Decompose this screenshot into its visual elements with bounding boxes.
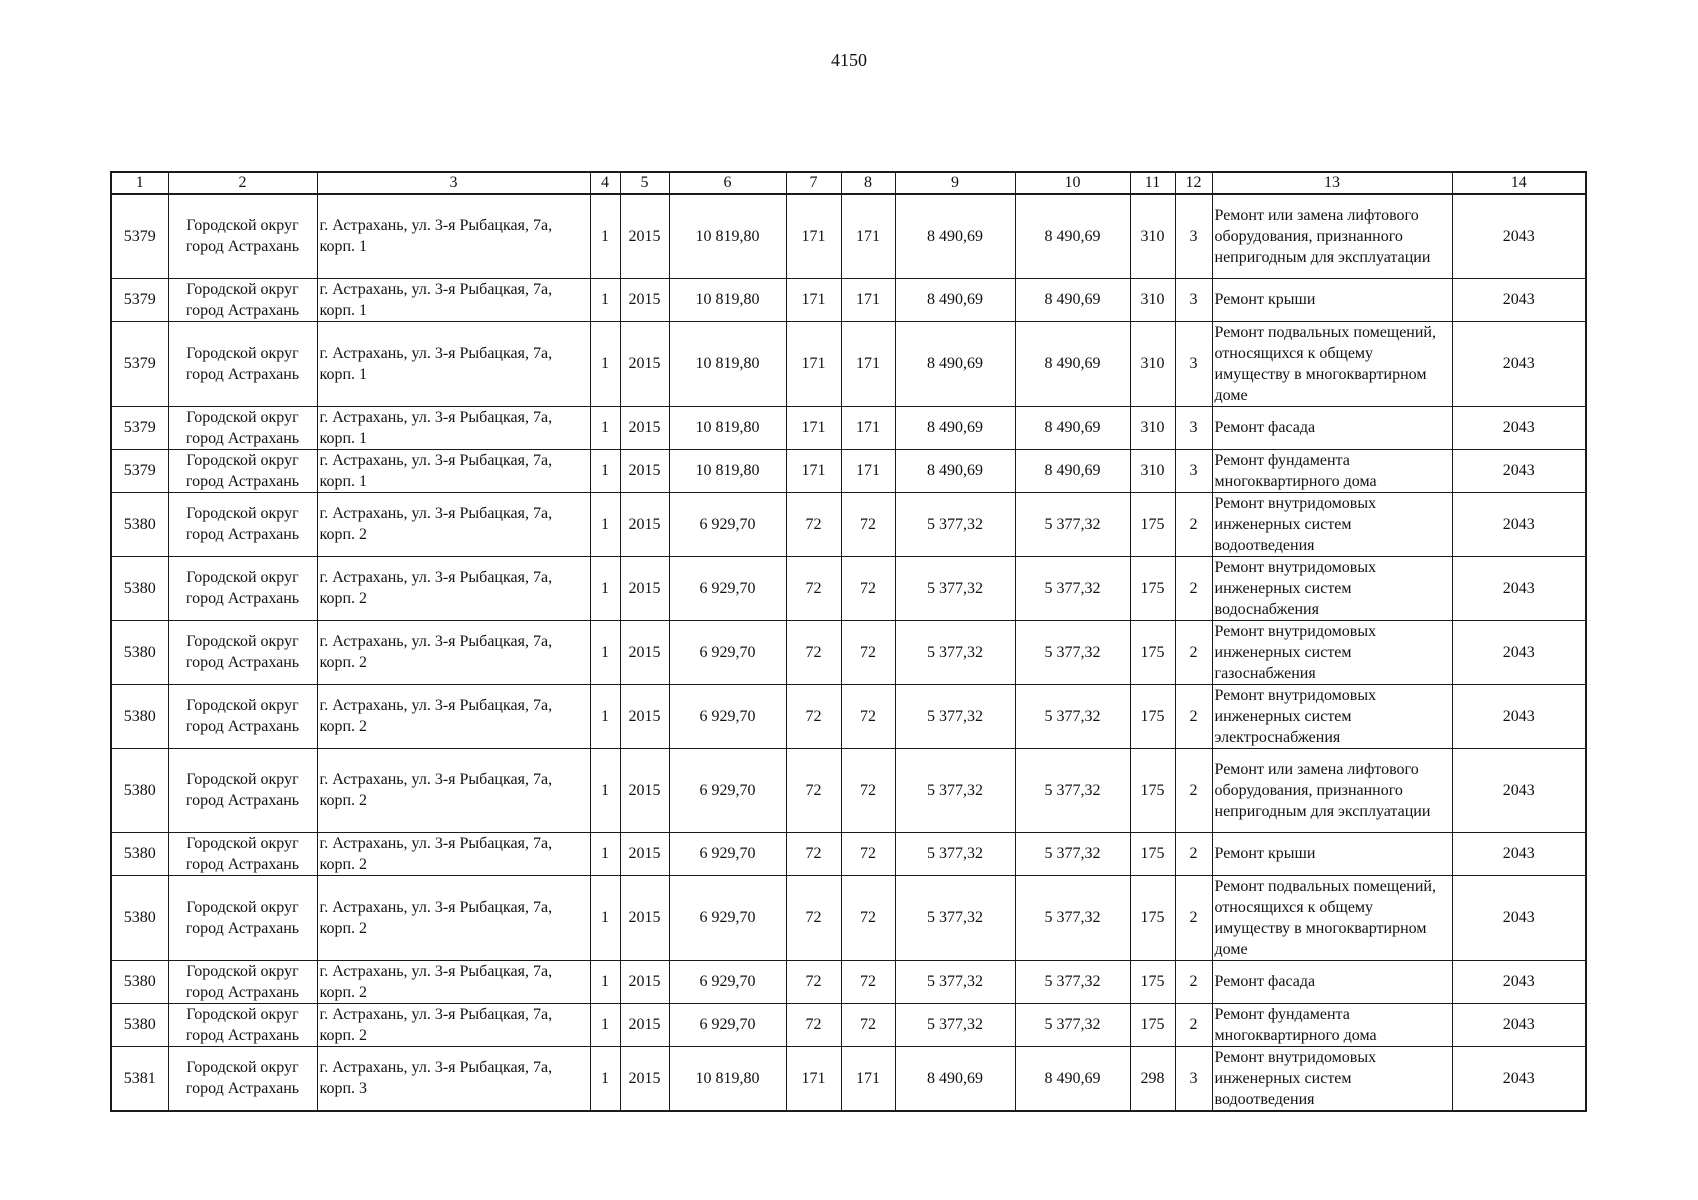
- year-cell: 2015: [620, 620, 669, 684]
- registry-table: [110, 171, 1587, 1112]
- address-cell: г. Астрахань, ул. 3-я Рыбацкая, 7а, корп. 1: [317, 194, 590, 278]
- address-cell: г. Астрахань, ул. 3-я Рыбацкая, 7а, корп. 2: [317, 960, 590, 1003]
- column-header: 8: [841, 172, 895, 194]
- column-11-cell: 175: [1130, 960, 1175, 1003]
- column-7-cell: 72: [786, 875, 841, 960]
- record-number-cell: 5380: [111, 832, 168, 875]
- record-number-cell: 5381: [111, 1046, 168, 1111]
- column-12-cell: 2: [1175, 875, 1212, 960]
- column-header: 4: [590, 172, 620, 194]
- table-row: [111, 1003, 1586, 1046]
- planned-year-cell: 2043: [1452, 556, 1586, 620]
- column-11-cell: 310: [1130, 194, 1175, 278]
- column-4-cell: 1: [590, 832, 620, 875]
- municipality-cell: Городской округ город Астрахань: [168, 832, 317, 875]
- column-header: 1: [111, 172, 168, 194]
- column-8-cell: 72: [841, 1003, 895, 1046]
- column-7-cell: 72: [786, 1003, 841, 1046]
- column-7-cell: 72: [786, 556, 841, 620]
- column-8-cell: 171: [841, 406, 895, 449]
- column-11-cell: 175: [1130, 875, 1175, 960]
- column-8-cell: 171: [841, 449, 895, 492]
- work-type-cell: Ремонт крыши: [1212, 278, 1452, 321]
- column-12-cell: 2: [1175, 684, 1212, 748]
- column-8-cell: 72: [841, 620, 895, 684]
- area-b-cell: 8 490,69: [1015, 1046, 1130, 1111]
- year-cell: 2015: [620, 449, 669, 492]
- year-cell: 2015: [620, 1003, 669, 1046]
- column-8-cell: 72: [841, 832, 895, 875]
- area-b-cell: 5 377,32: [1015, 620, 1130, 684]
- total-area-cell: 10 819,80: [669, 449, 786, 492]
- total-area-cell: 6 929,70: [669, 875, 786, 960]
- column-8-cell: 72: [841, 748, 895, 832]
- planned-year-cell: 2043: [1452, 875, 1586, 960]
- table-row: [111, 449, 1586, 492]
- column-8-cell: 171: [841, 1046, 895, 1111]
- column-12-cell: 3: [1175, 1046, 1212, 1111]
- column-12-cell: 2: [1175, 556, 1212, 620]
- column-8-cell: 72: [841, 684, 895, 748]
- total-area-cell: 6 929,70: [669, 556, 786, 620]
- column-7-cell: 171: [786, 321, 841, 406]
- area-a-cell: 5 377,32: [895, 960, 1015, 1003]
- work-type-cell: Ремонт или замена лифтового оборудования, признанного непригодным для эксплуатации: [1212, 194, 1452, 278]
- area-b-cell: 8 490,69: [1015, 406, 1130, 449]
- column-4-cell: 1: [590, 748, 620, 832]
- column-12-cell: 3: [1175, 194, 1212, 278]
- table-row: [111, 1046, 1586, 1111]
- work-type-cell: Ремонт фундамента многоквартирного дома: [1212, 449, 1452, 492]
- column-8-cell: 72: [841, 960, 895, 1003]
- column-8-cell: 72: [841, 875, 895, 960]
- column-7-cell: 171: [786, 406, 841, 449]
- municipality-cell: Городской округ город Астрахань: [168, 1046, 317, 1111]
- work-type-cell: Ремонт или замена лифтового оборудования, признанного непригодным для эксплуатации: [1212, 748, 1452, 832]
- area-b-cell: 8 490,69: [1015, 278, 1130, 321]
- record-number-cell: 5380: [111, 748, 168, 832]
- record-number-cell: 5379: [111, 321, 168, 406]
- municipality-cell: Городской округ город Астрахань: [168, 492, 317, 556]
- area-b-cell: 8 490,69: [1015, 321, 1130, 406]
- column-4-cell: 1: [590, 960, 620, 1003]
- work-type-cell: Ремонт фасада: [1212, 960, 1452, 1003]
- column-header: 13: [1212, 172, 1452, 194]
- area-a-cell: 8 490,69: [895, 194, 1015, 278]
- column-12-cell: 3: [1175, 406, 1212, 449]
- table-row: [111, 278, 1586, 321]
- column-11-cell: 310: [1130, 449, 1175, 492]
- planned-year-cell: 2043: [1452, 620, 1586, 684]
- column-header: 2: [168, 172, 317, 194]
- column-7-cell: 72: [786, 620, 841, 684]
- address-cell: г. Астрахань, ул. 3-я Рыбацкая, 7а, корп. 1: [317, 406, 590, 449]
- year-cell: 2015: [620, 278, 669, 321]
- address-cell: г. Астрахань, ул. 3-я Рыбацкая, 7а, корп. 1: [317, 321, 590, 406]
- area-b-cell: 5 377,32: [1015, 832, 1130, 875]
- municipality-cell: Городской округ город Астрахань: [168, 278, 317, 321]
- area-b-cell: 5 377,32: [1015, 960, 1130, 1003]
- area-b-cell: 5 377,32: [1015, 1003, 1130, 1046]
- column-11-cell: 310: [1130, 321, 1175, 406]
- column-11-cell: 175: [1130, 556, 1175, 620]
- address-cell: г. Астрахань, ул. 3-я Рыбацкая, 7а, корп. 2: [317, 684, 590, 748]
- column-4-cell: 1: [590, 492, 620, 556]
- column-8-cell: 171: [841, 278, 895, 321]
- address-cell: г. Астрахань, ул. 3-я Рыбацкая, 7а, корп. 2: [317, 832, 590, 875]
- work-type-cell: Ремонт внутридомовых инженерных систем водоотведения: [1212, 1046, 1452, 1111]
- column-header: 14: [1452, 172, 1586, 194]
- column-4-cell: 1: [590, 556, 620, 620]
- total-area-cell: 10 819,80: [669, 406, 786, 449]
- area-a-cell: 5 377,32: [895, 556, 1015, 620]
- area-a-cell: 5 377,32: [895, 1003, 1015, 1046]
- record-number-cell: 5380: [111, 1003, 168, 1046]
- table-row: [111, 556, 1586, 620]
- column-11-cell: 310: [1130, 278, 1175, 321]
- column-header: 6: [669, 172, 786, 194]
- planned-year-cell: 2043: [1452, 684, 1586, 748]
- column-4-cell: 1: [590, 278, 620, 321]
- column-7-cell: 72: [786, 832, 841, 875]
- area-a-cell: 5 377,32: [895, 492, 1015, 556]
- column-header: 3: [317, 172, 590, 194]
- column-12-cell: 2: [1175, 1003, 1212, 1046]
- column-7-cell: 72: [786, 960, 841, 1003]
- column-11-cell: 175: [1130, 1003, 1175, 1046]
- area-b-cell: 5 377,32: [1015, 684, 1130, 748]
- area-b-cell: 5 377,32: [1015, 556, 1130, 620]
- planned-year-cell: 2043: [1452, 194, 1586, 278]
- planned-year-cell: 2043: [1452, 1046, 1586, 1111]
- year-cell: 2015: [620, 556, 669, 620]
- municipality-cell: Городской округ город Астрахань: [168, 748, 317, 832]
- planned-year-cell: 2043: [1452, 748, 1586, 832]
- table-row: [111, 748, 1586, 832]
- address-cell: г. Астрахань, ул. 3-я Рыбацкая, 7а, корп. 2: [317, 492, 590, 556]
- column-11-cell: 175: [1130, 492, 1175, 556]
- total-area-cell: 6 929,70: [669, 1003, 786, 1046]
- work-type-cell: Ремонт подвальных помещений, относящихся к общему имуществу в многоквартирном доме: [1212, 321, 1452, 406]
- column-12-cell: 2: [1175, 960, 1212, 1003]
- total-area-cell: 6 929,70: [669, 684, 786, 748]
- year-cell: 2015: [620, 748, 669, 832]
- table-row: [111, 832, 1586, 875]
- column-header: 9: [895, 172, 1015, 194]
- record-number-cell: 5380: [111, 684, 168, 748]
- column-4-cell: 1: [590, 1003, 620, 1046]
- year-cell: 2015: [620, 684, 669, 748]
- column-4-cell: 1: [590, 449, 620, 492]
- planned-year-cell: 2043: [1452, 406, 1586, 449]
- column-12-cell: 2: [1175, 832, 1212, 875]
- column-12-cell: 2: [1175, 620, 1212, 684]
- column-12-cell: 3: [1175, 449, 1212, 492]
- address-cell: г. Астрахань, ул. 3-я Рыбацкая, 7а, корп. 1: [317, 278, 590, 321]
- area-a-cell: 5 377,32: [895, 620, 1015, 684]
- planned-year-cell: 2043: [1452, 960, 1586, 1003]
- work-type-cell: Ремонт крыши: [1212, 832, 1452, 875]
- table-row: [111, 684, 1586, 748]
- column-8-cell: 171: [841, 321, 895, 406]
- work-type-cell: Ремонт внутридомовых инженерных систем водоотведения: [1212, 492, 1452, 556]
- table-row: [111, 406, 1586, 449]
- work-type-cell: Ремонт подвальных помещений, относящихся к общему имуществу в многоквартирном доме: [1212, 875, 1452, 960]
- year-cell: 2015: [620, 492, 669, 556]
- record-number-cell: 5380: [111, 875, 168, 960]
- column-4-cell: 1: [590, 620, 620, 684]
- municipality-cell: Городской округ город Астрахань: [168, 1003, 317, 1046]
- column-12-cell: 3: [1175, 321, 1212, 406]
- column-7-cell: 171: [786, 278, 841, 321]
- area-a-cell: 5 377,32: [895, 748, 1015, 832]
- column-12-cell: 3: [1175, 278, 1212, 321]
- column-4-cell: 1: [590, 684, 620, 748]
- column-header: 12: [1175, 172, 1212, 194]
- address-cell: г. Астрахань, ул. 3-я Рыбацкая, 7а, корп. 2: [317, 620, 590, 684]
- total-area-cell: 10 819,80: [669, 1046, 786, 1111]
- total-area-cell: 6 929,70: [669, 748, 786, 832]
- table-row: [111, 321, 1586, 406]
- column-12-cell: 2: [1175, 748, 1212, 832]
- area-a-cell: 5 377,32: [895, 875, 1015, 960]
- area-a-cell: 5 377,32: [895, 684, 1015, 748]
- column-8-cell: 72: [841, 556, 895, 620]
- area-a-cell: 8 490,69: [895, 1046, 1015, 1111]
- record-number-cell: 5380: [111, 492, 168, 556]
- record-number-cell: 5380: [111, 556, 168, 620]
- area-a-cell: 8 490,69: [895, 449, 1015, 492]
- column-12-cell: 2: [1175, 492, 1212, 556]
- column-11-cell: 175: [1130, 620, 1175, 684]
- area-a-cell: 5 377,32: [895, 832, 1015, 875]
- column-4-cell: 1: [590, 406, 620, 449]
- record-number-cell: 5379: [111, 278, 168, 321]
- area-a-cell: 8 490,69: [895, 406, 1015, 449]
- column-11-cell: 175: [1130, 748, 1175, 832]
- column-7-cell: 171: [786, 1046, 841, 1111]
- planned-year-cell: 2043: [1452, 449, 1586, 492]
- column-header: 7: [786, 172, 841, 194]
- planned-year-cell: 2043: [1452, 1003, 1586, 1046]
- municipality-cell: Городской округ город Астрахань: [168, 449, 317, 492]
- column-4-cell: 1: [590, 321, 620, 406]
- municipality-cell: Городской округ город Астрахань: [168, 556, 317, 620]
- registry-body: [111, 194, 1586, 1111]
- planned-year-cell: 2043: [1452, 278, 1586, 321]
- area-a-cell: 8 490,69: [895, 278, 1015, 321]
- column-8-cell: 171: [841, 194, 895, 278]
- year-cell: 2015: [620, 875, 669, 960]
- column-7-cell: 72: [786, 684, 841, 748]
- total-area-cell: 6 929,70: [669, 960, 786, 1003]
- municipality-cell: Городской округ город Астрахань: [168, 321, 317, 406]
- planned-year-cell: 2043: [1452, 321, 1586, 406]
- column-header: 5: [620, 172, 669, 194]
- record-number-cell: 5380: [111, 620, 168, 684]
- year-cell: 2015: [620, 406, 669, 449]
- address-cell: г. Астрахань, ул. 3-я Рыбацкая, 7а, корп. 2: [317, 748, 590, 832]
- area-a-cell: 8 490,69: [895, 321, 1015, 406]
- record-number-cell: 5379: [111, 449, 168, 492]
- address-cell: г. Астрахань, ул. 3-я Рыбацкая, 7а, корп. 2: [317, 556, 590, 620]
- column-7-cell: 72: [786, 492, 841, 556]
- municipality-cell: Городской округ город Астрахань: [168, 875, 317, 960]
- address-cell: г. Астрахань, ул. 3-я Рыбацкая, 7а, корп. 2: [317, 1003, 590, 1046]
- total-area-cell: 6 929,70: [669, 492, 786, 556]
- column-11-cell: 298: [1130, 1046, 1175, 1111]
- work-type-cell: Ремонт внутридомовых инженерных систем газоснабжения: [1212, 620, 1452, 684]
- table-row: [111, 492, 1586, 556]
- total-area-cell: 6 929,70: [669, 832, 786, 875]
- table-row: [111, 194, 1586, 278]
- record-number-cell: 5380: [111, 960, 168, 1003]
- column-header: 11: [1130, 172, 1175, 194]
- year-cell: 2015: [620, 321, 669, 406]
- column-11-cell: 175: [1130, 684, 1175, 748]
- address-cell: г. Астрахань, ул. 3-я Рыбацкая, 7а, корп. 2: [317, 875, 590, 960]
- municipality-cell: Городской округ город Астрахань: [168, 684, 317, 748]
- address-cell: г. Астрахань, ул. 3-я Рыбацкая, 7а, корп. 1: [317, 449, 590, 492]
- planned-year-cell: 2043: [1452, 832, 1586, 875]
- municipality-cell: Городской округ город Астрахань: [168, 406, 317, 449]
- municipality-cell: Городской округ город Астрахань: [168, 960, 317, 1003]
- year-cell: 2015: [620, 832, 669, 875]
- municipality-cell: Городской округ город Астрахань: [168, 194, 317, 278]
- column-8-cell: 72: [841, 492, 895, 556]
- column-4-cell: 1: [590, 875, 620, 960]
- area-b-cell: 8 490,69: [1015, 194, 1130, 278]
- work-type-cell: Ремонт внутридомовых инженерных систем электроснабжения: [1212, 684, 1452, 748]
- area-b-cell: 8 490,69: [1015, 449, 1130, 492]
- area-b-cell: 5 377,32: [1015, 875, 1130, 960]
- year-cell: 2015: [620, 1046, 669, 1111]
- record-number-cell: 5379: [111, 194, 168, 278]
- table-row: [111, 875, 1586, 960]
- planned-year-cell: 2043: [1452, 492, 1586, 556]
- work-type-cell: Ремонт внутридомовых инженерных систем водоснабжения: [1212, 556, 1452, 620]
- record-number-cell: 5379: [111, 406, 168, 449]
- year-cell: 2015: [620, 960, 669, 1003]
- page-number: 4150: [831, 50, 867, 70]
- work-type-cell: Ремонт фасада: [1212, 406, 1452, 449]
- total-area-cell: 10 819,80: [669, 278, 786, 321]
- total-area-cell: 10 819,80: [669, 321, 786, 406]
- column-4-cell: 1: [590, 1046, 620, 1111]
- column-header: 10: [1015, 172, 1130, 194]
- work-type-cell: Ремонт фундамента многоквартирного дома: [1212, 1003, 1452, 1046]
- total-area-cell: 6 929,70: [669, 620, 786, 684]
- column-number-row: [111, 172, 1586, 194]
- table-row: [111, 620, 1586, 684]
- column-11-cell: 310: [1130, 406, 1175, 449]
- column-7-cell: 72: [786, 748, 841, 832]
- address-cell: г. Астрахань, ул. 3-я Рыбацкая, 7а, корп. 3: [317, 1046, 590, 1111]
- column-4-cell: 1: [590, 194, 620, 278]
- column-7-cell: 171: [786, 449, 841, 492]
- column-11-cell: 175: [1130, 832, 1175, 875]
- municipality-cell: Городской округ город Астрахань: [168, 620, 317, 684]
- total-area-cell: 10 819,80: [669, 194, 786, 278]
- column-7-cell: 171: [786, 194, 841, 278]
- area-b-cell: 5 377,32: [1015, 748, 1130, 832]
- area-b-cell: 5 377,32: [1015, 492, 1130, 556]
- year-cell: 2015: [620, 194, 669, 278]
- table-row: [111, 960, 1586, 1003]
